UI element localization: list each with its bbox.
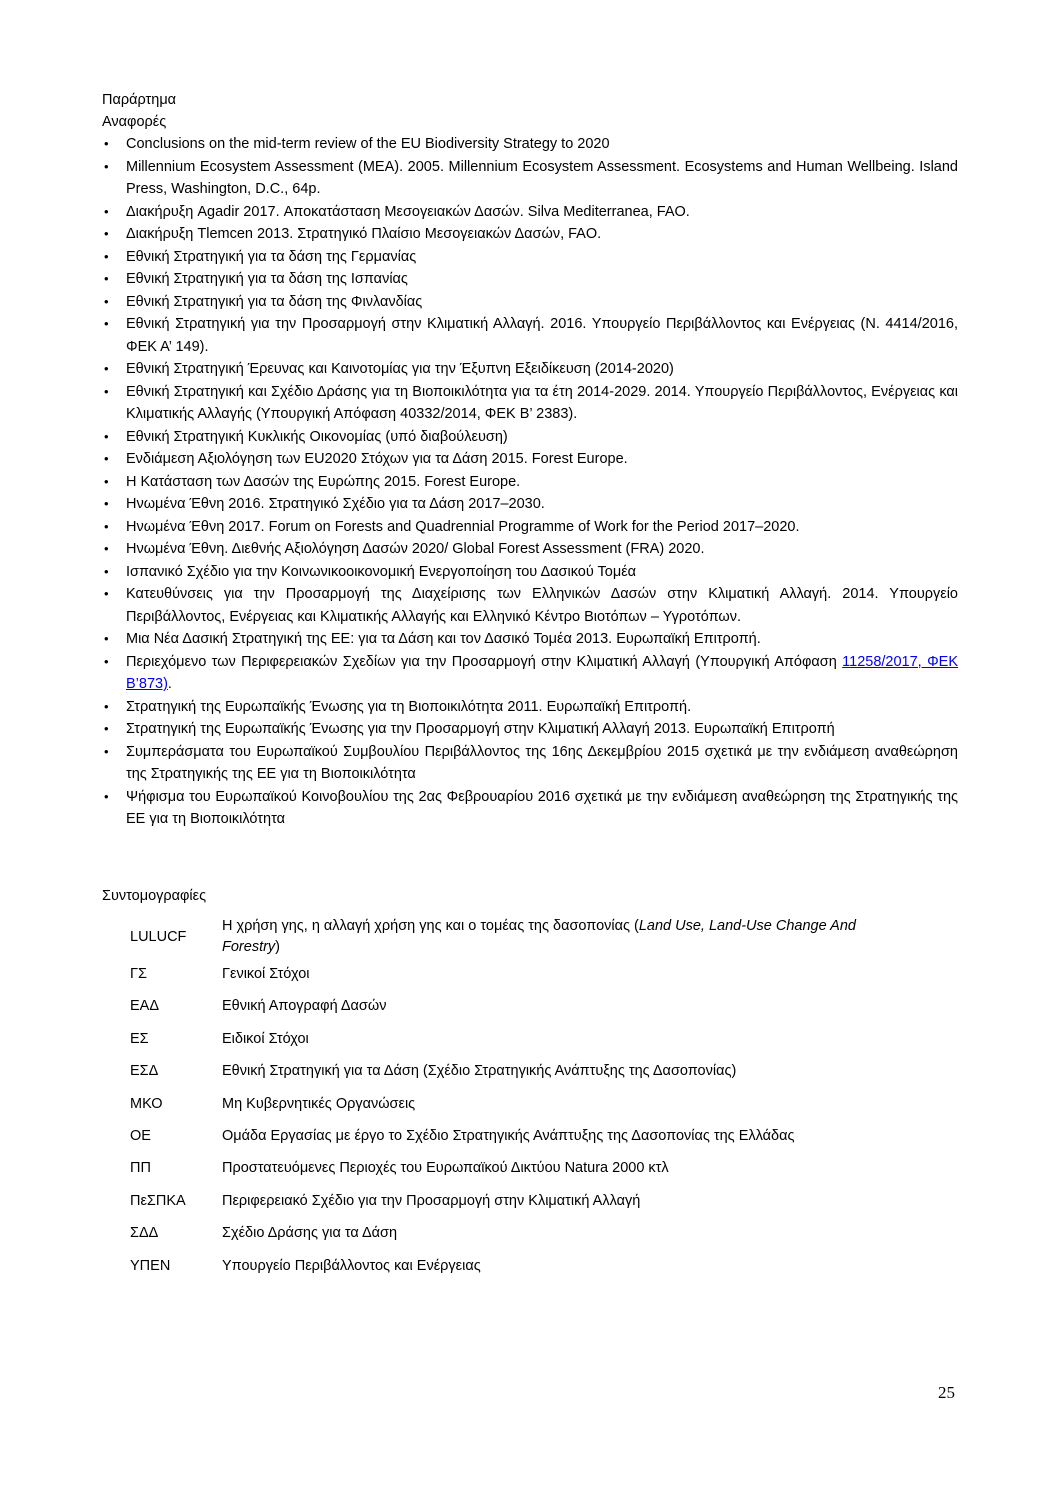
- reference-item: • Ενδιάμεση Αξιολόγηση των EU2020 Στόχων για τα Δάση 2015. Forest Europe.: [102, 448, 958, 471]
- table-row: [130, 1250, 892, 1282]
- abbreviation-definition: Περιφερειακό Σχέδιο για την Προσαρμογή στην Κλιματική Αλλαγή: [222, 1192, 641, 1209]
- bullet-icon: •: [104, 563, 109, 579]
- reference-item: • Διακήρυξη Tlemcen 2013. Στρατηγικό Πλαίσιο Μεσογειακών Δασών, FAO.: [102, 223, 958, 246]
- reference-item: • Ηνωμένα Έθνη. Διεθνής Αξιολόγηση Δασών 2020/ Global Forest Assessment (FRA) 2020.: [102, 538, 958, 561]
- reference-item: • Εθνική Στρατηγική για τα δάση της Φινλανδίας: [102, 291, 958, 314]
- reference-item: • Ψήφισμα του Ευρωπαϊκού Κοινοβουλίου της 2ας Φεβρουαρίου 2016 σχετικά με την ενδιάμεση αναθεώρηση της Στρατηγικής της ΕΕ για τη Βιοποικιλότητα: [102, 786, 958, 831]
- bullet-icon: •: [104, 586, 109, 601]
- abbreviation-code: ΥΠΕΝ: [130, 1257, 171, 1274]
- abbreviation-code: ΕΣ: [130, 1030, 149, 1047]
- page-number: 25: [938, 1383, 955, 1402]
- bullet-icon: •: [104, 158, 109, 174]
- abbreviation-code: ΜΚΟ: [130, 1095, 163, 1112]
- bullet-icon: •: [104, 788, 109, 804]
- reference-item: • Millennium Ecosystem Assessment (MEA). 2005. Millennium Ecosystem Assessment. Ecosystems and Human Wellbeing. Island Press, Washington, D.C., 64p.: [102, 156, 958, 201]
- reference-item: • Διακήρυξη Agadir 2017. Αποκατάσταση Μεσογειακών Δασών. Silva Mediterranea, FAO.: [102, 201, 958, 224]
- reference-item: • Κατευθύνσεις για την Προσαρμογή της Διαχείρισης των Ελληνικών Δασών στην Κλιματική Αλλαγή. 2014. Υπουργείο Περιβάλλοντος, Ενέργειας και Κλιματικής Αλλαγής και Ελληνικό Κέντρο Βιοτόπων – Υγροτόπων.: [102, 583, 958, 628]
- table-row: [130, 1088, 892, 1120]
- abbreviation-definition: Εθνική Απογραφή Δασών: [222, 998, 387, 1015]
- references-list: [102, 133, 958, 831]
- bullet-icon: •: [104, 383, 109, 399]
- reference-item: • Η Κατάσταση των Δασών της Ευρώπης 2015. Forest Europe.: [102, 471, 958, 494]
- bullet-icon: •: [104, 136, 109, 151]
- reference-item: • Εθνική Στρατηγική για τα δάση της Γερμανίας: [102, 246, 958, 269]
- references-title: Αναφορές: [102, 114, 167, 130]
- bullet-icon: •: [104, 698, 109, 714]
- abbreviation-code: ΠΠ: [130, 1160, 151, 1177]
- bullet-icon: •: [104, 203, 109, 219]
- bullet-icon: •: [104, 293, 109, 309]
- abbreviation-code: ΣΔΔ: [130, 1225, 159, 1242]
- bullet-icon: •: [104, 226, 109, 241]
- reference-item: • Ισπανικό Σχέδιο για την Κοινωνικοοικονομική Ενεργοποίηση του Δασικού Τομέα: [102, 561, 958, 584]
- table-row: [130, 914, 892, 958]
- table-row: [130, 1152, 892, 1184]
- reference-item: • Εθνική Στρατηγική Έρευνας και Καινοτομίας για την Έξυπνη Εξειδίκευση (2014-2020): [102, 358, 958, 381]
- bullet-icon: •: [104, 451, 109, 466]
- abbreviation-code: ΕΣΔ: [130, 1063, 159, 1080]
- bullet-icon: •: [104, 316, 109, 331]
- table-row: [130, 1023, 892, 1055]
- abbreviation-definition: Προστατευόμενες Περιοχές του Ευρωπαϊκού Δικτύου Natura 2000 κτλ: [222, 1160, 669, 1177]
- table-row: [130, 1120, 892, 1152]
- bullet-icon: •: [104, 743, 109, 759]
- reference-item: • Εθνική Στρατηγική για τα δάση της Ισπανίας: [102, 268, 958, 291]
- reference-item: • Ηνωμένα Έθνη 2017. Forum on Forests and Quadrennial Programme of Work for the Period 2017–2020.: [102, 516, 958, 539]
- bullet-icon: •: [104, 631, 109, 646]
- bullet-icon: •: [104, 271, 109, 286]
- table-row: [130, 990, 892, 1022]
- reference-item: • Στρατηγική της Ευρωπαϊκής Ένωσης για την Προσαρμογή στην Κλιματική Αλλαγή 2013. Ευρωπαϊκή Επιτροπή: [102, 718, 958, 741]
- bullet-icon: •: [104, 248, 109, 264]
- appendix-title: Παράρτημα: [102, 92, 177, 108]
- bullet-icon: •: [104, 721, 109, 736]
- abbreviation-code: ΓΣ: [130, 966, 147, 982]
- abbreviation-definition: Ομάδα Εργασίας με έργο το Σχέδιο Στρατηγικής Ανάπτυξης της Δασοπονίας της Ελλάδας: [222, 1127, 795, 1144]
- reference-item: • Conclusions on the mid-term review of the EU Biodiversity Strategy to 2020: [102, 133, 958, 156]
- table-row: [130, 1055, 892, 1087]
- reference-item: • Συμπεράσματα του Ευρωπαϊκού Συμβουλίου Περιβάλλοντος της 16ης Δεκεμβρίου 2015 σχετικά με την ενδιάμεση αναθεώρηση της Στρατηγικής της ΕΕ για τη Βιοποικιλότητα: [102, 741, 958, 786]
- bullet-icon: •: [104, 361, 109, 376]
- reference-item: • Εθνική Στρατηγική για την Προσαρμογή στην Κλιματική Αλλαγή. 2016. Υπουργείο Περιβάλλοντος και Ενέργειας (Ν. 4414/2016, ΦΕΚ Α’ 149).: [102, 313, 958, 358]
- reference-item: • Στρατηγική της Ευρωπαϊκής Ένωσης για τη Βιοποικιλότητα 2011. Ευρωπαϊκή Επιτροπή.: [102, 696, 958, 719]
- abbreviation-code: ΟΕ: [130, 1127, 151, 1144]
- reference-item: • Περιεχόμενο των Περιφερειακών Σχεδίων για την Προσαρμογή στην Κλιματική Αλλαγή (Υπουργική Απόφαση 11258/2017, ΦΕΚ Β’873).: [102, 651, 958, 696]
- bullet-icon: •: [104, 541, 109, 556]
- ministerial-decision-link[interactable]: 11258/2017, ΦΕΚ Β’873): [126, 653, 959, 692]
- abbreviation-definition: Σχέδιο Δράσης για τα Δάση: [222, 1225, 398, 1242]
- abbreviation-code: ΠεΣΠΚΑ: [130, 1192, 186, 1209]
- table-row: [130, 1185, 892, 1217]
- bullet-icon: •: [104, 518, 109, 534]
- table-row: [130, 1217, 892, 1249]
- bullet-icon: •: [104, 428, 109, 444]
- table-row: [130, 958, 892, 990]
- abbreviation-definition: Υπουργείο Περιβάλλοντος και Ενέργειας: [222, 1257, 481, 1274]
- abbreviation-definition: Ειδικοί Στόχοι: [222, 1030, 309, 1047]
- abbreviation-code: ΕΑΔ: [130, 998, 160, 1015]
- reference-item: • Εθνική Στρατηγική και Σχέδιο Δράσης για τη Βιοποικιλότητα για τα έτη 2014-2029. 2014. Υπουργείο Περιβάλλοντος, Ενέργειας και Κλιματικής Αλλαγής (Υπουργική Απόφαση 40332/2014, ΦΕΚ Β’ 2383).: [102, 381, 958, 426]
- abbreviation-definition: Γενικοί Στόχοι: [222, 966, 310, 982]
- abbreviation-code: LULUCF: [130, 929, 187, 945]
- abbreviations-table: [130, 914, 892, 1282]
- reference-item: • Μια Νέα Δασική Στρατηγική της ΕΕ: για τα Δάση και τον Δασικό Τομέα 2013. Ευρωπαϊκή Επιτροπή.: [102, 628, 958, 651]
- bullet-icon: •: [104, 473, 109, 489]
- bullet-icon: •: [104, 496, 109, 511]
- bullet-icon: •: [104, 653, 109, 669]
- abbreviation-definition: Η χρήση γης, η αλλαγή χρήση γης και ο τομέας της δασοπονίας (Land Use, Land-Use Change And Forestry): [222, 918, 856, 955]
- abbreviation-definition: Εθνική Στρατηγική για τα Δάση (Σχέδιο Στρατηγικής Ανάπτυξης της Δασοπονίας): [222, 1063, 737, 1080]
- reference-item: • Εθνική Στρατηγική Κυκλικής Οικονομίας (υπό διαβούλευση): [102, 426, 958, 449]
- abbreviations-title: Συντομογραφίες: [102, 888, 207, 904]
- references-section: [102, 89, 958, 831]
- reference-item: • Ηνωμένα Έθνη 2016. Στρατηγικό Σχέδιο για τα Δάση 2017–2030.: [102, 493, 958, 516]
- abbreviation-definition: Μη Κυβερνητικές Οργανώσεις: [222, 1095, 416, 1112]
